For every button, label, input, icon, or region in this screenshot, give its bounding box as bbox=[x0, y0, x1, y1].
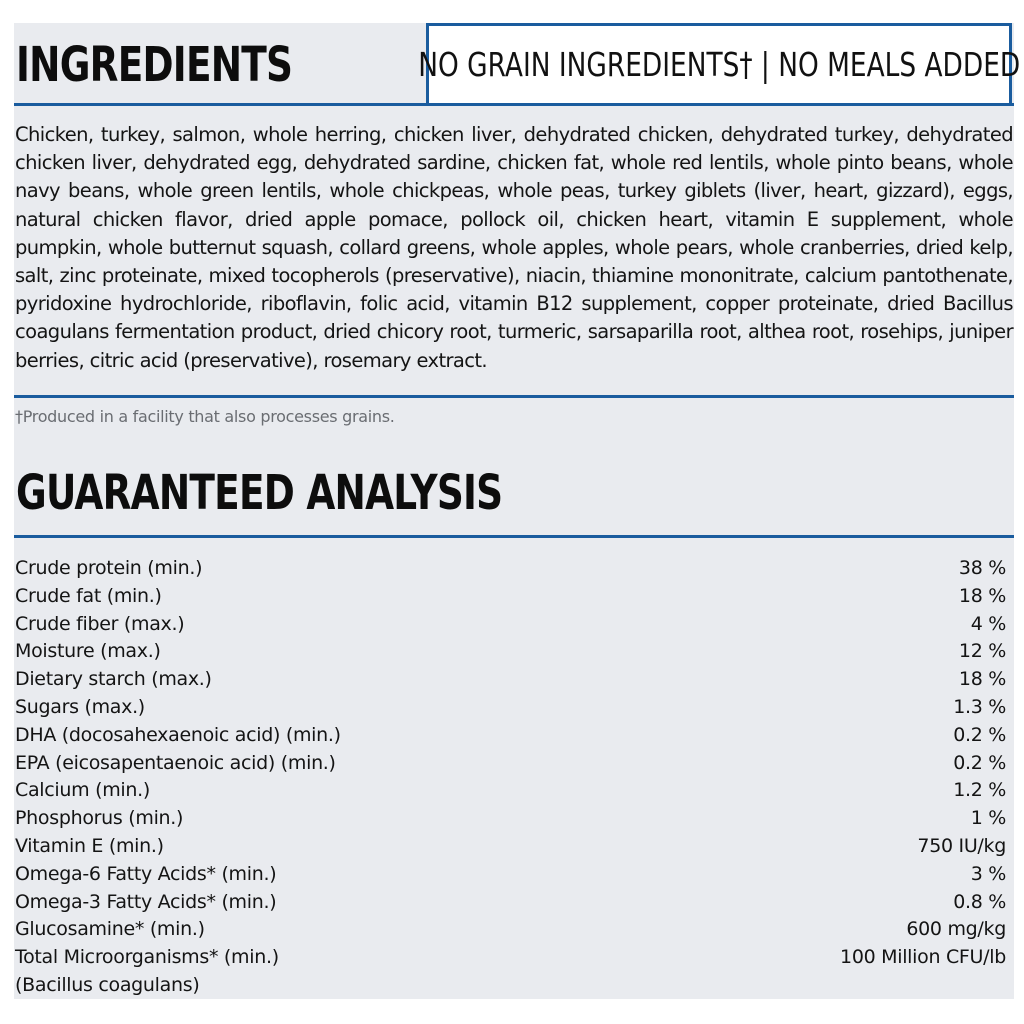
analysis-row bbox=[15, 835, 1006, 863]
analysis-title: GUARANTEED ANALYSIS bbox=[16, 465, 503, 521]
row-label: Omega-3 Fatty Acids* (min.) bbox=[15, 890, 277, 913]
analysis-row-note bbox=[15, 974, 1006, 1002]
row-label: Total Microorganisms* (min.) bbox=[15, 946, 279, 969]
footnote: †Produced in a facility that also processes grains. bbox=[15, 407, 395, 426]
ingredients-title: INGREDIENTS bbox=[16, 37, 293, 93]
row-label: Crude protein (min.) bbox=[15, 557, 203, 579]
row-value: 1 % bbox=[970, 807, 1006, 830]
analysis-row bbox=[15, 640, 1006, 668]
ingredients-bottom-divider bbox=[14, 395, 1014, 398]
analysis-row bbox=[15, 752, 1006, 780]
row-label: Glucosamine* (min.) bbox=[15, 918, 205, 941]
row-value: 100 Million CFU/lb bbox=[840, 946, 1006, 969]
row-value: 12 % bbox=[958, 640, 1006, 663]
claim-box bbox=[418, 23, 1021, 103]
row-label: Sugars (max.) bbox=[15, 695, 145, 718]
row-label: Dietary starch (max.) bbox=[15, 668, 212, 691]
row-value: 38 % bbox=[958, 557, 1006, 579]
row-label: DHA (docosahexaenoic acid) (min.) bbox=[15, 723, 341, 746]
row-value: 0.8 % bbox=[953, 890, 1006, 913]
analysis-row bbox=[15, 891, 1006, 919]
analysis-table bbox=[15, 557, 1006, 1002]
analysis-row bbox=[15, 863, 1006, 891]
row-value: 3 % bbox=[970, 862, 1006, 885]
label-panel bbox=[14, 23, 1021, 999]
row-label: Phosphorus (min.) bbox=[15, 807, 184, 830]
claim-text: NO GRAIN INGREDIENTS† | NO MEALS ADDED bbox=[418, 45, 1021, 84]
analysis-row bbox=[15, 585, 1006, 613]
analysis-row bbox=[15, 918, 1006, 946]
analysis-row bbox=[15, 779, 1006, 807]
analysis-row bbox=[15, 696, 1006, 724]
analysis-divider bbox=[14, 535, 1014, 538]
ingredients-header bbox=[14, 23, 1021, 107]
analysis-row bbox=[15, 724, 1006, 752]
analysis-row bbox=[15, 807, 1006, 835]
row-value: 18 % bbox=[958, 668, 1006, 691]
ingredients-list: Chicken, turkey, salmon, whole herring, chicken liver, dehydrated chicken, dehydrated turkey, dehydrated chicken liver, dehydrated egg, dehydrated sardine, chicken fat, whole red lentils, whole pinto beans, whole navy beans, whole green lentils, whole chickpeas, whole peas, turkey giblets (liver, heart, gizzard), eggs, natural chicken flavor, dried apple pomace, pollock oil, chicken heart, vitamin E supplement, whole pumpkin, whole butternut squash, collard greens, whole apples, whole pears, whole cranberries, dried kelp, salt, zinc proteinate, mixed tocopherols (preservative), niacin, thiamine mononitrate, calcium pantothenate, pyridoxine hydrochloride, riboflavin, folic acid, vitamin B12 supplement, copper proteinate, dried Bacillus coagulans fermentation product, dried chicory root, turmeric, sarsaparilla root, althea root, rosehips, juniper berries, citric acid (preservative), rosemary extract. bbox=[15, 123, 1013, 372]
row-value: 1.2 % bbox=[953, 779, 1006, 802]
row-value: 1.3 % bbox=[953, 695, 1006, 718]
analysis-row bbox=[15, 557, 1006, 585]
row-value: 600 mg/kg bbox=[906, 918, 1006, 941]
row-value: 0.2 % bbox=[953, 723, 1006, 746]
row-label: Crude fat (min.) bbox=[15, 584, 162, 607]
row-value: 18 % bbox=[958, 584, 1006, 607]
analysis-row bbox=[15, 668, 1006, 696]
analysis-row bbox=[15, 613, 1006, 641]
row-label: Omega-6 Fatty Acids* (min.) bbox=[15, 862, 277, 885]
row-label: Moisture (max.) bbox=[15, 640, 161, 663]
ingredients-divider bbox=[14, 103, 1014, 106]
row-note: (Bacillus coagulans) bbox=[15, 973, 200, 996]
row-label: Calcium (min.) bbox=[15, 779, 150, 802]
row-value: 750 IU/kg bbox=[917, 834, 1006, 857]
row-label: Vitamin E (min.) bbox=[15, 834, 164, 857]
analysis-row bbox=[15, 946, 1006, 974]
row-label: Crude fiber (max.) bbox=[15, 612, 185, 635]
row-value: 0.2 % bbox=[953, 751, 1006, 774]
row-value: 4 % bbox=[970, 612, 1006, 635]
row-label: EPA (eicosapentaenoic acid) (min.) bbox=[15, 751, 336, 774]
